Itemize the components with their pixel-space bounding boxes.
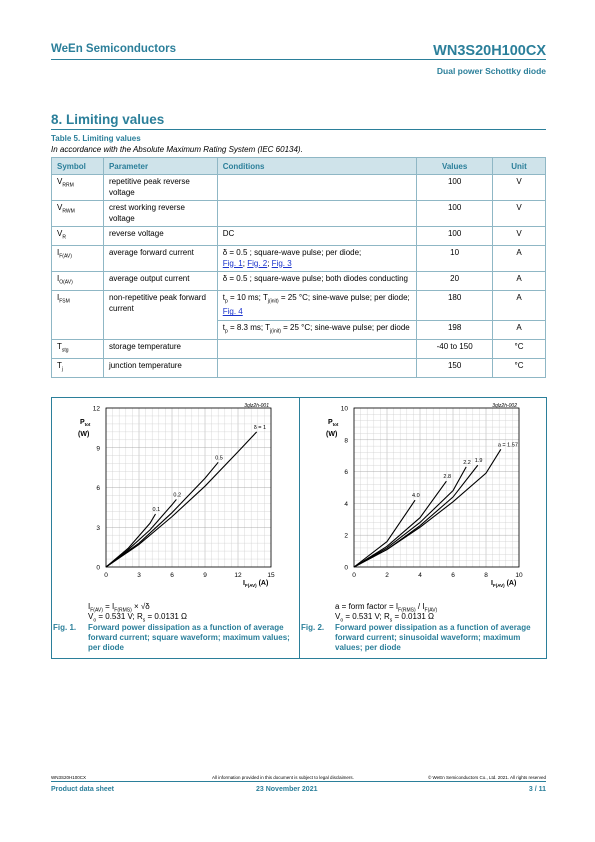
y-axis-label: $P_{tot}$ [328, 419, 339, 427]
y-axis-unit: (W) [78, 431, 90, 438]
x-axis-label: $I_{F(AV)}$ (A) [491, 580, 517, 588]
y-tick-label: 2 [344, 532, 348, 540]
symbol-cell: $I_{F(AV)}$ [52, 246, 104, 272]
symbol-cell: $T_j$ [52, 358, 104, 377]
part-number: WN3S20H100CX [433, 43, 546, 59]
y-tick-label: 12 [92, 405, 100, 413]
symbol-cell: $V_R$ [52, 227, 104, 246]
x-tick-label: 4 [418, 572, 422, 579]
fig1-caption: Forward power dissipation as a function of average forward current; square waveform; maximum values; per diode [88, 623, 290, 652]
fig4-link[interactable]: Fig. 4 [222, 307, 243, 317]
fig1-link[interactable]: Fig. 1 [222, 258, 243, 268]
symbol-cell: $T_{stg}$ [52, 339, 104, 358]
symbol-cell: $V_{RWM}$ [52, 201, 104, 227]
value-cell: 20 [417, 272, 493, 291]
x-tick-label: 3 [137, 572, 141, 579]
y-axis-label: $P_{tot}$ [80, 419, 91, 427]
y-tick-label: 0 [344, 564, 348, 572]
table-row [52, 291, 546, 321]
conditions-cell [217, 175, 416, 201]
y-tick-label: 0 [96, 564, 100, 572]
y-tick-label: 8 [344, 437, 348, 445]
section-rule [51, 129, 546, 130]
fig1-label: Fig. 1. [53, 623, 77, 632]
conditions-cell [217, 201, 416, 227]
header-values: Values [417, 158, 493, 175]
header-parameter: Parameter [103, 158, 217, 175]
parameter-cell: crest working reverse voltage [103, 201, 217, 227]
figure-divider [299, 398, 300, 658]
conditions-cell: δ = 0.5 ; square-wave pulse; per diode; Fig. 1; Fig. 2; Fig. 3 [217, 246, 416, 272]
x-tick-label: 6 [451, 572, 455, 579]
fig2-label: Fig. 2. [301, 623, 325, 632]
conditions-cell: DC [217, 227, 416, 246]
fig2-note-2: $V_o = 0.531$ V; $R_s = 0.0131$ Ω [335, 612, 435, 624]
table-row [52, 227, 546, 246]
series-label: 0.1 [152, 507, 161, 513]
symbol-cell: $I_{FSM}$ [52, 291, 104, 340]
fig2-caption: Forward power dissipation as a function of average forward current; sinusoidal waveform; maximum values; per diode [335, 623, 531, 652]
conditions-cell: δ = 0.5 ; square-wave pulse; both diodes conducting [217, 272, 416, 291]
footer-copyright: © WeEn Semiconductors Co., Ltd. 2021. All rights reserved [427, 775, 546, 780]
header-conditions: Conditions [217, 158, 416, 175]
x-tick-label: 0 [352, 572, 356, 579]
chart-fig1 [56, 400, 296, 600]
symbol-cell: $I_{O(AV)}$ [52, 272, 104, 291]
chart-id-label: 3qlz2h-002 [492, 403, 517, 409]
conditions-cell [217, 339, 416, 358]
company-name: WeEn Semiconductors [51, 43, 177, 55]
table-row [52, 175, 546, 201]
y-tick-label: 4 [344, 500, 348, 508]
limiting-values-table [51, 157, 546, 378]
value-cell: 198 [417, 320, 493, 339]
unit-cell: A [493, 246, 546, 272]
x-tick-label: 2 [385, 572, 389, 579]
series-label: 1.9 [474, 458, 483, 465]
header-symbol: Symbol [52, 158, 104, 175]
section-title: 8. Limiting values [51, 112, 165, 127]
table-header-row [52, 158, 546, 175]
table-caption: Table 5. Limiting values [51, 134, 141, 143]
series-line [106, 432, 257, 567]
parameter-cell: average output current [103, 272, 217, 291]
series-label: a = 1.57 [497, 442, 518, 449]
product-description: Dual power Schottky diode [436, 66, 546, 76]
series-line [354, 467, 466, 567]
footer-rule [51, 781, 546, 782]
x-tick-label: 15 [267, 572, 275, 579]
figure-box [51, 397, 547, 659]
x-tick-label: 9 [203, 572, 207, 579]
x-tick-label: 0 [104, 572, 108, 579]
table-row [52, 272, 546, 291]
y-tick-label: 9 [96, 445, 100, 453]
footer-page: 3 / 11 [528, 786, 546, 793]
table-row [52, 358, 546, 377]
value-cell: 100 [417, 201, 493, 227]
footer-doc-type: Product data sheet [51, 786, 115, 793]
y-tick-label: 6 [344, 469, 348, 477]
fig1-note-1: $I_{F(AV)} = I_{F(RMS)} \times √\delta$ [88, 602, 150, 614]
unit-cell: V [493, 227, 546, 246]
parameter-cell: junction temperature [103, 358, 217, 377]
unit-cell: °C [493, 358, 546, 377]
y-axis-unit: (W) [326, 431, 338, 438]
table-row [52, 246, 546, 272]
conditions-cell [217, 358, 416, 377]
value-cell: 10 [417, 246, 493, 272]
y-tick-label: 3 [96, 524, 100, 532]
unit-cell: A [493, 320, 546, 339]
value-cell: 100 [417, 227, 493, 246]
y-tick-label: 6 [96, 485, 100, 492]
unit-cell: °C [493, 339, 546, 358]
value-cell: 100 [417, 175, 493, 201]
series-label: δ = 1 [253, 424, 267, 431]
fig2-note-1: a = form factor = $I_{F(RMS)} / I_{F(AV)}$ [335, 602, 438, 614]
fig1-note-2: $V_o = 0.531$ V; $R_s = 0.0131$ Ω [88, 612, 188, 624]
x-tick-label: 12 [234, 572, 242, 579]
table-subtitle: In accordance with the Absolute Maximum Rating System (IEC 60134). [51, 145, 303, 154]
parameter-cell: non-repetitive peak forward current [103, 291, 217, 340]
unit-cell: A [493, 272, 546, 291]
value-cell: 150 [417, 358, 493, 377]
fig3-link[interactable]: Fig. 3 [271, 258, 292, 268]
footer-legal: All information provided in this document is subject to legal disclaimers. [212, 775, 354, 780]
x-axis-label: $I_{F(AV)}$ (A) [243, 580, 269, 588]
value-cell: -40 to 150 [417, 339, 493, 358]
plot-frame [354, 408, 519, 567]
series-label: 0.2 [173, 492, 182, 499]
x-tick-label: 10 [515, 572, 523, 579]
parameter-cell: storage temperature [103, 339, 217, 358]
conditions-cell: $t_p = 8.3$ ms; $T_{j(init)} = 25$ °C; sine-wave pulse; per diode [217, 320, 416, 339]
chart-fig2 [304, 400, 544, 600]
table-row [52, 201, 546, 227]
parameter-cell: average forward current [103, 246, 217, 272]
value-cell: 180 [417, 291, 493, 321]
y-tick-label: 10 [340, 405, 348, 413]
parameter-cell: reverse voltage [103, 227, 217, 246]
table-row [52, 339, 546, 358]
header-unit: Unit [493, 158, 546, 175]
header-rule [51, 59, 546, 60]
unit-cell: V [493, 201, 546, 227]
x-tick-label: 8 [484, 572, 488, 579]
series-label: 0.5 [215, 455, 223, 462]
fig2-link[interactable]: Fig. 2 [247, 258, 268, 268]
footer-date: 23 November 2021 [256, 786, 318, 793]
series-label: 4.0 [412, 493, 420, 500]
symbol-cell: $V_{RRM}$ [52, 175, 104, 201]
footer-doc-id: WN3S20H100CX [51, 775, 87, 780]
parameter-cell: repetitive peak reverse voltage [103, 175, 217, 201]
unit-cell: A [493, 291, 546, 321]
unit-cell: V [493, 175, 546, 201]
series-label: 2.2 [463, 459, 471, 466]
x-tick-label: 6 [170, 572, 174, 579]
conditions-cell: $t_p = 10$ ms; $T_{j(init)} = 25$ °C; sine-wave pulse; per diode; Fig. 4 [217, 291, 416, 321]
chart-id-label: 3qlz2h-001 [244, 403, 269, 409]
series-label: 2.8 [443, 474, 452, 481]
